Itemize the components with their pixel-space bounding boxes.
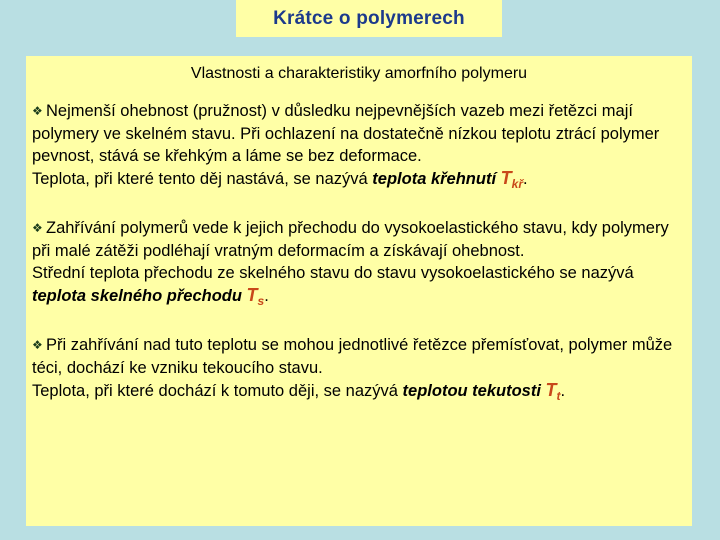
content-box xyxy=(26,56,692,526)
definition-suffix: . xyxy=(560,382,566,400)
section-glass-transition xyxy=(32,217,686,312)
diamond-bullet-icon: ❖ xyxy=(32,338,43,352)
symbol-subscript: s xyxy=(257,294,265,308)
title-box xyxy=(236,0,502,37)
term-flow-temperature: teplotou tekutosti xyxy=(402,382,541,400)
slide-subtitle: Vlastnosti a charakteristiky amorfního polymeru xyxy=(190,65,528,82)
section-brittleness xyxy=(32,100,686,195)
symbol-subscript: kř xyxy=(511,177,523,191)
symbol-t: T xyxy=(500,168,512,188)
definition-prefix: Střední teplota přechodu ze skelného stavu do stavu vysokoelastického se nazývá xyxy=(32,264,634,282)
symbol-t: T xyxy=(246,285,258,305)
term-glass-transition-temperature: teplota skelného přechodu xyxy=(32,287,242,305)
section-flow xyxy=(32,334,686,407)
symbol-t: T xyxy=(545,380,557,400)
section-flow-text xyxy=(32,334,686,379)
section-flow-body: Při zahřívání nad tuto teplotu se mohou jednotlivé řetězce přemísťovat, polymer může téci, dochází ke vzniku tekoucího stavu. xyxy=(32,336,673,377)
definition-suffix: . xyxy=(264,287,269,305)
section-glass-transition-definition xyxy=(32,262,686,312)
section-flow-definition xyxy=(32,379,686,407)
section-brittleness-definition xyxy=(32,167,686,195)
diamond-bullet-icon: ❖ xyxy=(32,221,43,235)
section-brittleness-body: Nejmenší ohebnost (pružnost) v důsledku nejpevnějších vazeb mezi řetězci mají polymery ve skelném stavu. Při ochlazení na dostatečně nízkou teplotu ztrácí polymer pevnost, stává se křehkým a láme se bez deformace. xyxy=(32,102,660,165)
section-glass-transition-body: Zahřívání polymerů vede k jejich přechodu do vysokoelastického stavu, kdy polymery při malé zátěži podléhají vratným deformacím a získávají ohebnost. xyxy=(32,219,669,260)
diamond-bullet-icon: ❖ xyxy=(32,104,43,118)
definition-prefix: Teplota, při které dochází k tomuto ději, se nazývá xyxy=(32,382,403,400)
definition-suffix: . xyxy=(522,170,528,188)
definition-prefix: Teplota, při které tento děj nastává, se nazývá xyxy=(32,170,373,188)
page-title: Krátce o polymerech xyxy=(273,7,465,29)
term-brittleness-temperature: teplota křehnutí xyxy=(372,170,497,188)
section-brittleness-text xyxy=(32,100,686,167)
symbol-subscript: t xyxy=(556,389,561,403)
section-glass-transition-text xyxy=(32,217,686,262)
